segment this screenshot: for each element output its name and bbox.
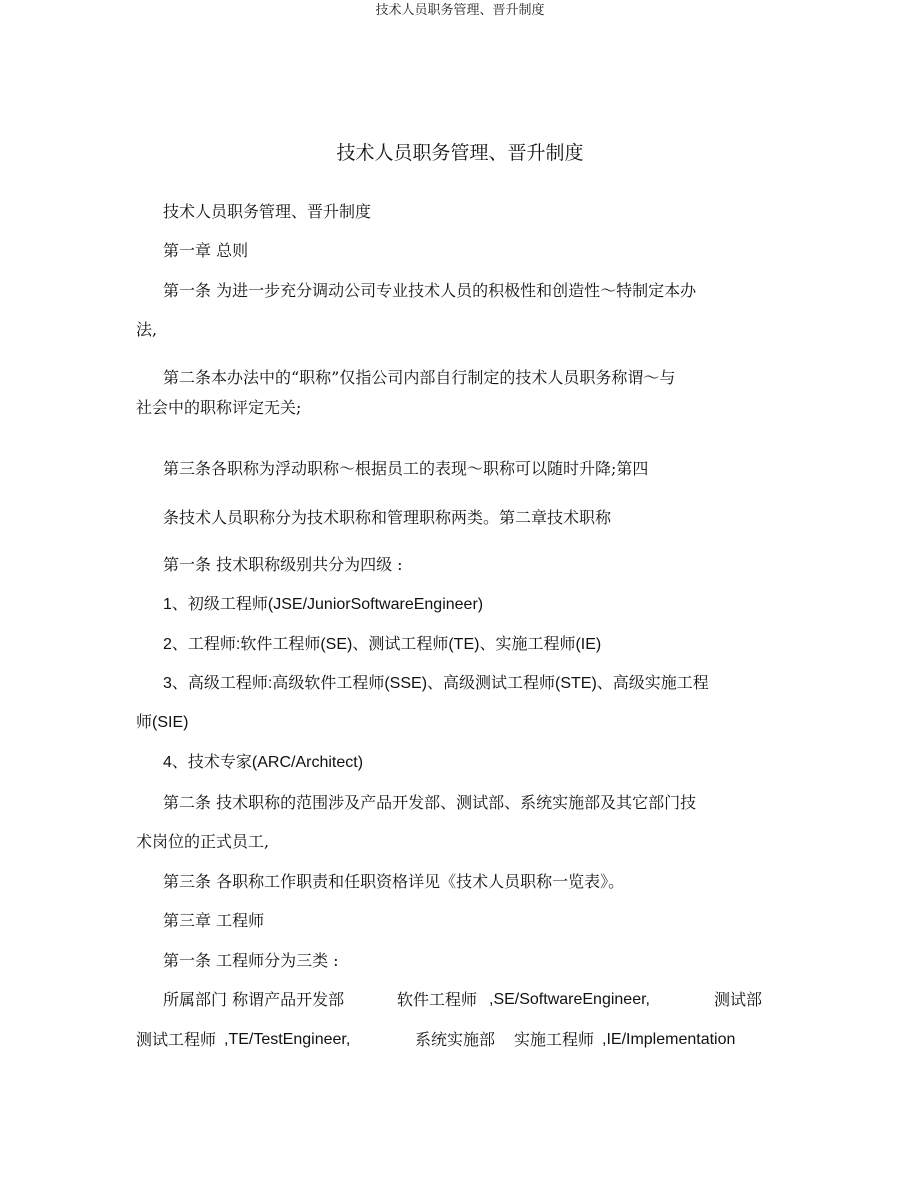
table-row-1-title: 软件工程师 bbox=[397, 990, 478, 1009]
document-title: 技术人员职务管理、晋升制度 bbox=[336, 142, 584, 164]
level-3-item-line-1: 3、高级工程师:高级软件工程师(SSE)、高级测试工程师(STE)、高级实施工程 bbox=[163, 675, 709, 692]
article-3-duties: 第三条 各职称工作职责和任职资格详见《技术人员职称一览表》。 bbox=[163, 872, 625, 891]
article-2-line-1: 第二条本办法中的“职称”仅指公司内部自行制定的技术人员职务称谓～与 bbox=[163, 368, 676, 387]
chapter-2-article-1: 第一条 技术职称级别共分为四级 : bbox=[163, 555, 403, 574]
chapter-3-article-1: 第一条 工程师分为三类 : bbox=[163, 951, 339, 970]
article-1-line-2: 法, bbox=[136, 320, 158, 339]
level-1-item: 1、初级工程师(JSE/JuniorSoftwareEngineer) bbox=[163, 596, 484, 613]
article-1-line-1: 第一条 为进一步充分调动公司专业技术人员的积极性和创造性～特制定本办 bbox=[163, 281, 697, 300]
table-row-2-dept: 系统实施部 bbox=[415, 1030, 496, 1049]
level-2-item: 2、工程师:软件工程师(SE)、测试工程师(TE)、实施工程师(IE) bbox=[163, 636, 602, 653]
article-4-line: 条技术人员职称分为技术职称和管理职称两类。第二章技术职称 bbox=[163, 508, 612, 527]
article-2-scope-line-2: 术岗位的正式员工, bbox=[136, 832, 270, 851]
level-3-item-line-2: 师(SIE) bbox=[136, 714, 189, 731]
chapter-3-heading: 第三章 工程师 bbox=[163, 911, 265, 930]
table-row-2-code: ,TE/TestEngineer, bbox=[224, 1031, 351, 1048]
article-2-line-2: 社会中的职称评定无关; bbox=[136, 398, 302, 417]
chapter-1-heading: 第一章 总则 bbox=[163, 241, 249, 260]
table-row-1-code: ,SE/SoftwareEngineer, bbox=[489, 991, 650, 1008]
table-row-1-next-dept: 测试部 bbox=[714, 990, 763, 1009]
table-row-2-impl-title: 实施工程师 bbox=[514, 1030, 595, 1049]
subtitle-line: 技术人员职务管理、晋升制度 bbox=[163, 202, 372, 221]
table-row-1-dept-label: 所属部门 称谓产品开发部 bbox=[163, 990, 345, 1009]
article-2-scope-line-1: 第二条 技术职称的范围涉及产品开发部、测试部、系统实施部及其它部门技 bbox=[163, 793, 697, 812]
running-header: 技术人员职务管理、晋升制度 bbox=[375, 3, 545, 18]
table-row-2-impl-code: ,IE/Implementation bbox=[602, 1031, 736, 1048]
article-3-line-1: 第三条各职称为浮动职称～根据员工的表现～职称可以随时升降;第四 bbox=[163, 459, 649, 478]
table-row-2-title: 测试工程师 bbox=[136, 1030, 217, 1049]
level-4-item: 4、技术专家(ARC/Architect) bbox=[163, 754, 364, 771]
